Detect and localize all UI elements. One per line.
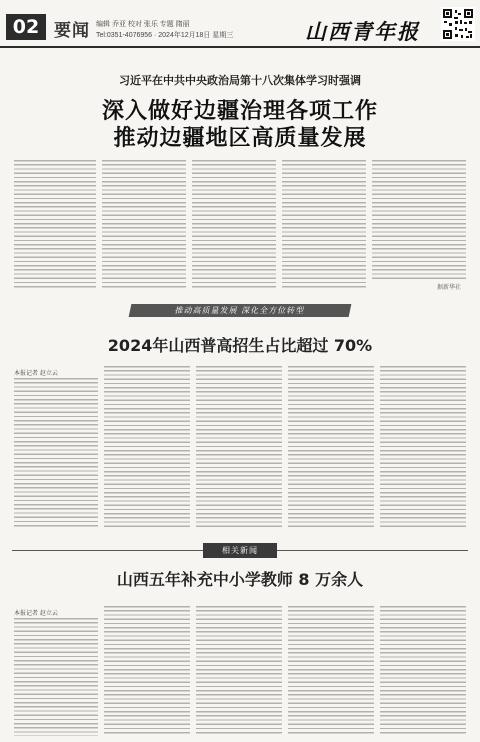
article2-column-1 (14, 378, 98, 528)
article2-title: 2024年山西普高招生占比超过 70% (107, 336, 373, 355)
article2-byline: 本报记者 赵立云 (14, 370, 58, 377)
article3-byline: 本报记者 赵立云 (14, 610, 58, 617)
article1-column-5 (372, 160, 466, 280)
article2-column-2 (104, 366, 190, 528)
article3-title: 山西五年补充中小学教师 8 万余人 (116, 570, 364, 589)
article1-column-3 (192, 160, 276, 288)
topic-banner: 推动高质量发展 深化全方位转型 (129, 304, 352, 317)
newspaper-logo (305, 16, 420, 46)
masthead-rule (0, 46, 480, 48)
section-title: 要闻 (54, 21, 90, 41)
article2-column-5 (380, 366, 466, 528)
qr-code-icon (441, 7, 475, 41)
article2-column-4 (288, 366, 374, 528)
article3-column-1 (14, 618, 98, 736)
editor-line: 编辑 乔亚 校对 张乐 专题 隋丽 (96, 21, 190, 28)
article1-source: 据新华社 (437, 284, 462, 291)
article1-column-4 (282, 160, 366, 288)
article1-title-line2: 推动边疆地区高质量发展 (113, 126, 367, 151)
article3-column-3 (196, 606, 282, 736)
newspaper-logo-text: 山西青年报 (305, 19, 420, 44)
article3-column-5 (380, 606, 466, 736)
related-news-label: 相关新闻 (203, 543, 277, 558)
article3-column-4 (288, 606, 374, 736)
article2-column-3 (196, 366, 282, 528)
contact-line: Tel:0351-4076956 · 2024年12月18日 星期三 (96, 32, 234, 39)
article1-column-2 (102, 160, 186, 288)
article1-kicker: 习近平在中共中央政治局第十八次集体学习时强调 (119, 74, 361, 87)
page-number: 02 (6, 14, 46, 40)
article1-column-1 (14, 160, 96, 288)
article1-title-line1: 深入做好边疆治理各项工作 (101, 99, 378, 124)
article3-column-2 (104, 606, 190, 736)
